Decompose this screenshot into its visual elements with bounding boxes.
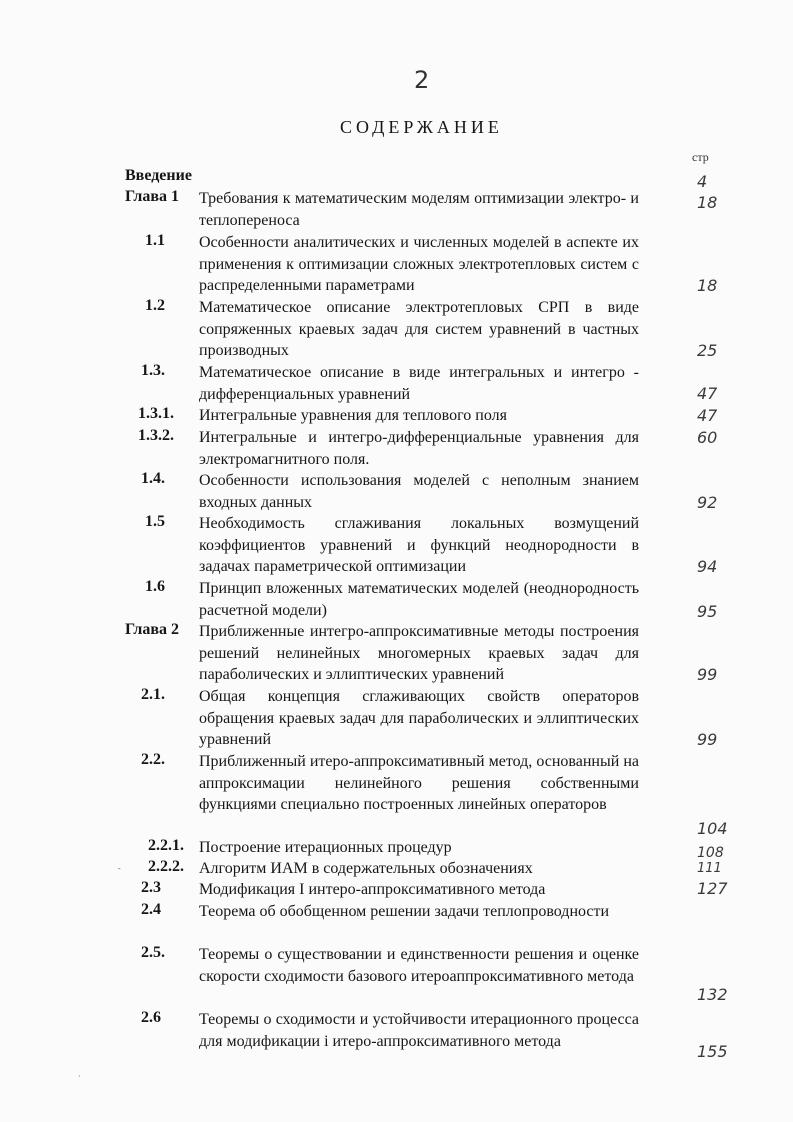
toc-text: Теорема об обобщенном решении задачи теплопроводности — [199, 903, 610, 920]
toc-text: Теоремы о существовании и единственности решения и оценке скорости сходимости базового итероаппроксимативного метода — [199, 946, 639, 985]
toc-page: 99 — [697, 665, 718, 684]
toc-number: 2.1. — [141, 686, 165, 703]
toc-text: Особенности аналитических и численных моделей в аспекте их применения к оптимизации сложных электротепловых систем с распределенными параметрами — [199, 234, 639, 295]
toc-page: 92 — [697, 493, 718, 512]
toc-text: Математическое описание электротепловых СРП в виде сопряженных краевых задач для систем уравнений в частных производных — [199, 299, 639, 360]
toc-number: 2.2.1. — [148, 837, 184, 854]
toc-page: 132 — [697, 985, 728, 1004]
toc-number: Введение — [125, 167, 192, 184]
page-title: СОДЕРЖАНИЕ — [340, 117, 503, 137]
toc-number: 2.4 — [141, 901, 161, 918]
toc-number: 1.3.2. — [138, 427, 174, 444]
toc-number: 2.2. — [141, 751, 165, 768]
toc-number: 2.3 — [141, 879, 161, 896]
toc-number: 1.5 — [145, 513, 165, 530]
page-number: 2 — [414, 66, 430, 94]
toc-text: Общая концепция сглаживающих свойств операторов обращения краевых задач для параболических и эллиптических уравнений — [199, 688, 639, 749]
toc-page: 111 — [697, 861, 722, 876]
toc-text: Принцип вложенных математических моделей (неоднородность расчетной модели) — [199, 580, 639, 619]
toc-text: Требования к математическим моделям оптимизации электро- и теплопереноса — [199, 190, 639, 229]
toc-page: 95 — [697, 602, 718, 621]
toc-text: Приближенные интегро-аппроксимативные методы построения решений нелинейных многомерных краевых задач для параболических и эллиптических уравнений — [199, 623, 639, 684]
toc-page: 18 — [697, 193, 718, 212]
toc-page: 25 — [697, 341, 718, 360]
toc-number: 1.3. — [141, 362, 165, 379]
toc-number: 1.3.1. — [138, 405, 174, 422]
toc-text: Интегральные уравнения для теплового поля — [199, 407, 507, 424]
scan-mark: · — [78, 1072, 81, 1081]
toc-page: 99 — [697, 730, 718, 749]
toc-number: 1.2 — [145, 297, 165, 314]
toc-text: Приближенный итеро-аппроксимативный метод, основанный на аппроксимации нелинейного решения собственными функциями специально построенных линейных операторов — [199, 753, 639, 814]
toc-text: Алгоритм ИАМ в содержательных обозначениях — [199, 860, 533, 877]
toc-text: Математическое описание в виде интегральных и интегро - дифференциальных уравнений — [199, 364, 639, 403]
toc-number: 1.4. — [141, 470, 165, 487]
toc-page: 47 — [697, 406, 718, 425]
toc-text: Особенности использования моделей с неполным знанием входных данных — [199, 472, 639, 511]
toc-number: 1.1 — [145, 232, 165, 249]
toc-number: 2.5. — [141, 944, 165, 961]
toc-page: 155 — [697, 1042, 728, 1061]
toc-text: Модификация I интеро-аппроксимативного метода — [199, 881, 546, 898]
toc-number: 1.6 — [145, 578, 165, 595]
toc-text: Интегральные и интегро-дифференциальные уравнения для электромагнитного поля. — [199, 429, 639, 468]
toc-page: 127 — [697, 879, 728, 898]
toc-page: 47 — [697, 384, 718, 403]
toc-page: 4 — [697, 172, 708, 191]
page-column-label: стр — [692, 150, 709, 164]
toc-page: 94 — [697, 557, 718, 576]
toc-page: 18 — [697, 276, 718, 295]
toc-number: Глава 1 — [125, 188, 179, 205]
toc-text: Необходимость сглаживания локальных возмущений коэффициентов уравнений и функций неоднородности в задачах параметрической оптимизации — [199, 515, 639, 576]
toc-text: Построение итерационных процедур — [199, 839, 452, 856]
toc-number: 2.2.2. — [148, 858, 184, 875]
toc-page: 104 — [697, 819, 728, 838]
toc-number: 2.6 — [141, 1009, 161, 1026]
scan-mark: ‐ — [118, 864, 121, 873]
toc-text: Теоремы о сходимости и устойчивости итерационного процесса для модификации i итеро-аппроксимативного метода — [199, 1011, 639, 1050]
toc-number: Глава 2 — [125, 621, 179, 638]
toc-page: 60 — [697, 428, 718, 447]
toc-page: 108 — [697, 845, 724, 861]
